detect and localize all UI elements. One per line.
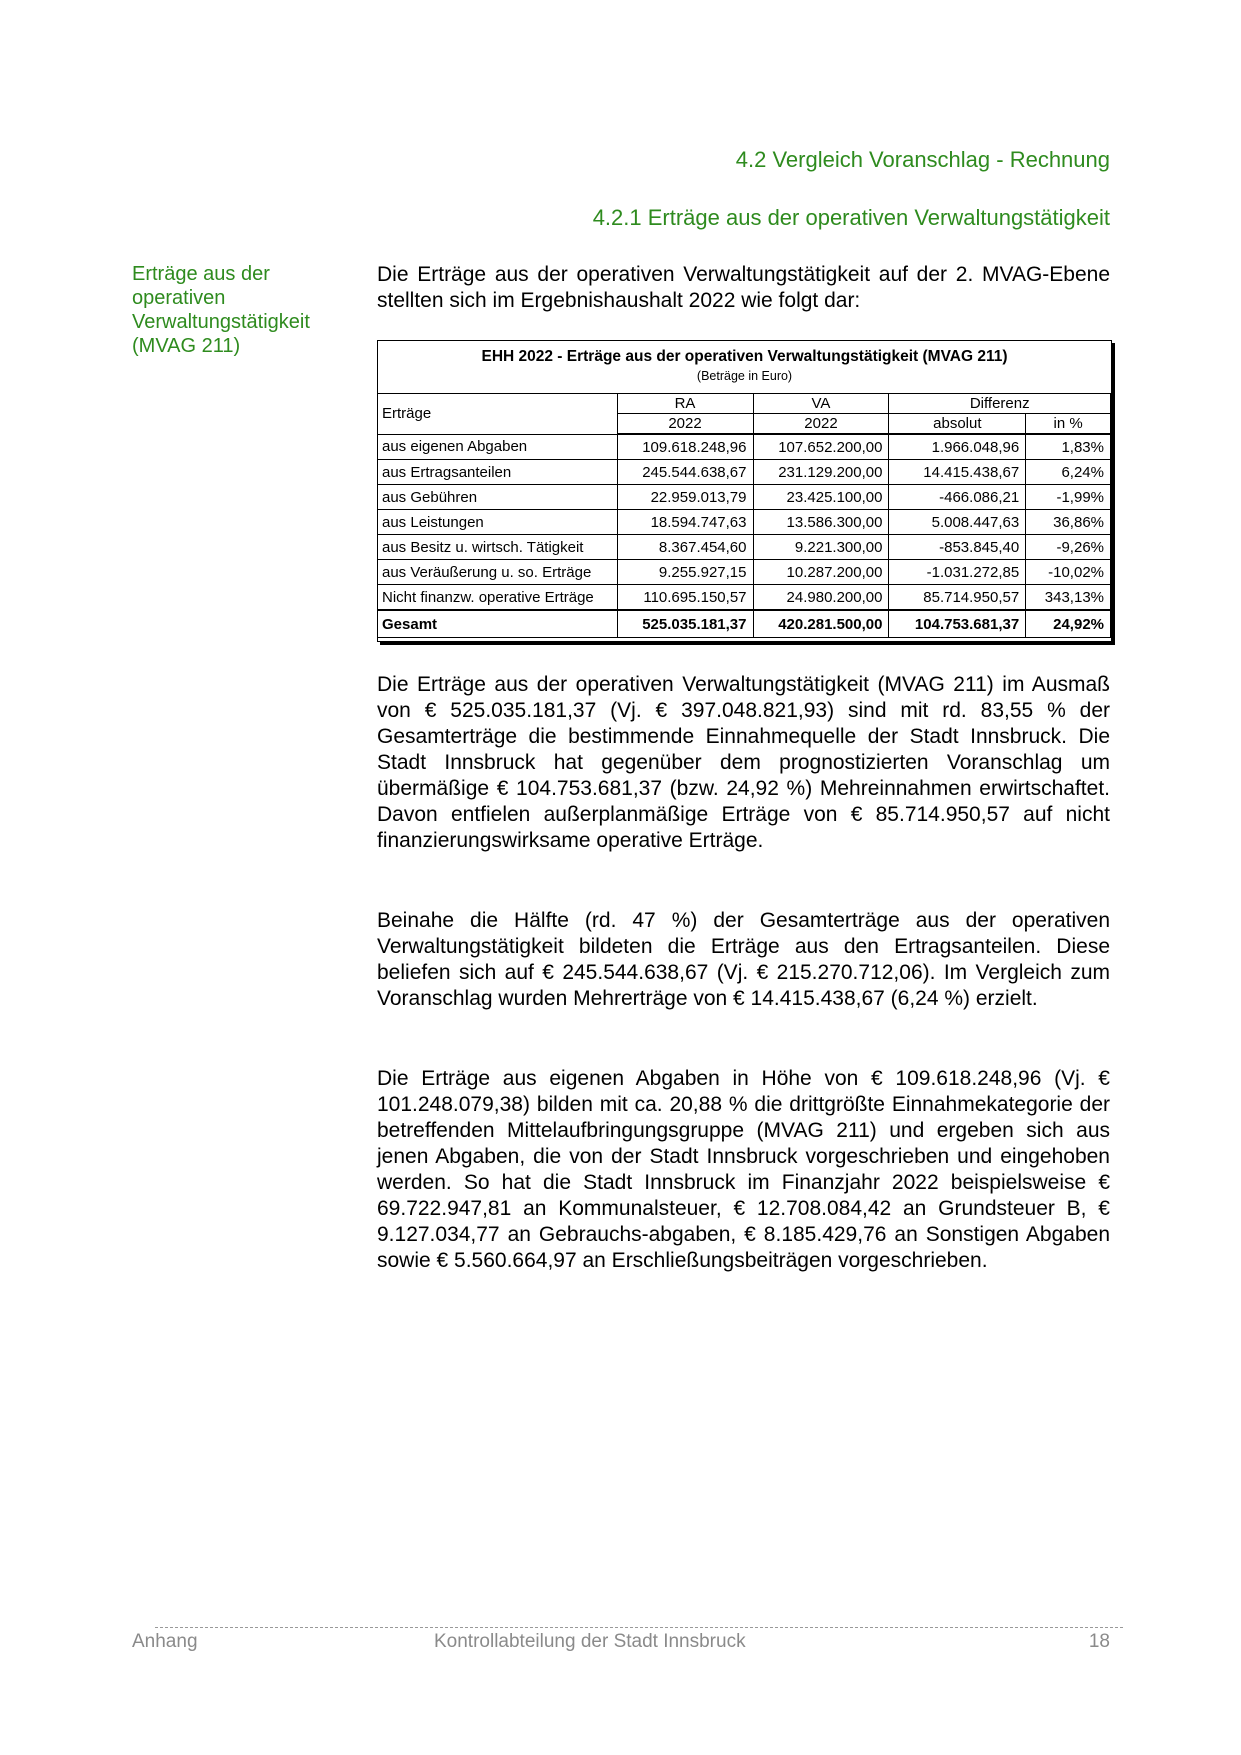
cell-va: 9.221.300,00 <box>753 535 889 560</box>
cell-pct: -9,26% <box>1026 535 1111 560</box>
revenue-table <box>378 393 1111 638</box>
cell-va: 420.281.500,00 <box>753 610 889 638</box>
cell-va: 13.586.300,00 <box>753 510 889 535</box>
table-row <box>378 460 1111 485</box>
paragraph-2: Beinahe die Hälfte (rd. 47 %) der Gesamterträge aus der operativen Verwaltungstätigkeit bildeten die Erträge aus den Ertragsanteilen. Diese beliefen sich auf € 245.544.638,67 (Vj. € 215.270.712,06). Im Vergleich zum Voranschlag wurden Mehrerträge von € 14.415.438,67 (6,24 %) erzielt. <box>377 909 1110 1010</box>
cell-pct: -10,02% <box>1026 560 1111 585</box>
intro-paragraph: Die Erträge aus der operativen Verwaltungstätigkeit auf der 2. MVAG-Ebene stellten sich im Ergebnishaushalt 2022 wie folgt dar: <box>377 263 1110 312</box>
sidebar-label: Erträge aus der operativen Verwaltungstätigkeit (MVAG 211) <box>132 263 310 357</box>
cell-va: 231.129.200,00 <box>753 460 889 485</box>
cell-pct: 36,86% <box>1026 510 1111 535</box>
page-number: 18 <box>1088 1631 1110 1652</box>
cell-label: aus Leistungen <box>378 510 617 535</box>
table-row <box>378 510 1111 535</box>
cell-abs: -1.031.272,85 <box>889 560 1026 585</box>
cell-label: aus eigenen Abgaben <box>378 434 617 460</box>
header-ra-year: 2022 <box>617 414 753 435</box>
table-total-row <box>378 610 1111 638</box>
cell-ra: 110.695.150,57 <box>617 585 753 611</box>
cell-pct: 6,24% <box>1026 460 1111 485</box>
cell-va: 24.980.200,00 <box>753 585 889 611</box>
table-header-row <box>378 394 1111 414</box>
header-ra: RA <box>617 394 753 414</box>
cell-abs: 104.753.681,37 <box>889 610 1026 638</box>
table-subtitle: (Beträge in Euro) <box>696 369 793 383</box>
cell-abs: -853.845,40 <box>889 535 1026 560</box>
cell-ra: 18.594.747,63 <box>617 510 753 535</box>
paragraph-1: Die Erträge aus der operativen Verwaltungstätigkeit (MVAG 211) im Ausmaß von € 525.035.181,37 (Vj. € 397.048.821,93) sind mit rd. 83,55 % der Gesamterträge die bestimmende Einnahmequelle der Stadt Innsbruck. Die Stadt Innsbruck hat gegenüber dem prognostizierten Voranschlag um übermäßige € 104.753.681,37 (bzw. 24,92 %) Mehreinnahmen erwirtschaftet. Davon entfielen außerplanmäßige Erträge von € 85.714.950,57 auf nicht finanzierungswirksame operative Erträge. <box>377 673 1110 852</box>
cell-pct: 343,13% <box>1026 585 1111 611</box>
cell-ra: 8.367.454,60 <box>617 535 753 560</box>
cell-va: 107.652.200,00 <box>753 434 889 460</box>
cell-label: aus Veräußerung u. so. Erträge <box>378 560 617 585</box>
cell-pct: 24,92% <box>1026 610 1111 638</box>
header-va-year: 2022 <box>753 414 889 435</box>
cell-ra: 9.255.927,15 <box>617 560 753 585</box>
section-heading: 4.2 Vergleich Voranschlag - Rechnung <box>735 147 1110 172</box>
cell-pct: -1,99% <box>1026 485 1111 510</box>
cell-ra: 109.618.248,96 <box>617 434 753 460</box>
cell-ra: 245.544.638,67 <box>617 460 753 485</box>
subsection-heading: 4.2.1 Erträge aus der operativen Verwaltungstätigkeit <box>592 205 1110 230</box>
header-label: Erträge <box>378 394 617 435</box>
cell-abs: 1.966.048,96 <box>889 434 1026 460</box>
footer-center: Kontrollabteilung der Stadt Innsbruck <box>434 1631 746 1652</box>
header-diff: Differenz <box>889 394 1111 414</box>
table-row <box>378 434 1111 460</box>
cell-abs: 85.714.950,57 <box>889 585 1026 611</box>
cell-pct: 1,83% <box>1026 434 1111 460</box>
header-va: VA <box>753 394 889 414</box>
table-title: EHH 2022 - Erträge aus der operativen Verwaltungstätigkeit (MVAG 211) <box>481 348 1008 365</box>
table-row <box>378 560 1111 585</box>
cell-ra: 525.035.181,37 <box>617 610 753 638</box>
footer-left: Anhang <box>132 1631 198 1652</box>
cell-abs: 14.415.438,67 <box>889 460 1026 485</box>
paragraph-3: Die Erträge aus eigenen Abgaben in Höhe von € 109.618.248,96 (Vj. € 101.248.079,38) bilden mit ca. 20,88 % die drittgrößte Einnahmekategorie der betreffenden Mittelaufbringungsgruppe (MVAG 211) und ergeben sich aus jenen Abgaben, die von der Stadt Innsbruck vorgeschrieben und eingehoben werden. So hat die Stadt Innsbruck im Finanzjahr 2022 beispielsweise € 69.722.947,81 an Kommunalsteuer, € 12.708.084,42 an Grundsteuer B, € 9.127.034,77 an Gebrauchs-abgaben, € 8.185.429,76 an Sonstigen Abgaben sowie € 5.560.664,97 an Erschließungsbeiträgen vorgeschrieben. <box>377 1067 1110 1272</box>
cell-label: Gesamt <box>378 610 617 638</box>
table-row <box>378 485 1111 510</box>
header-pct: in % <box>1026 414 1111 435</box>
cell-label: aus Gebühren <box>378 485 617 510</box>
cell-abs: 5.008.447,63 <box>889 510 1026 535</box>
footer-divider <box>155 1627 1123 1628</box>
cell-va: 23.425.100,00 <box>753 485 889 510</box>
cell-label: Nicht finanzw. operative Erträge <box>378 585 617 611</box>
cell-va: 10.287.200,00 <box>753 560 889 585</box>
revenue-table-frame <box>377 340 1112 642</box>
cell-abs: -466.086,21 <box>889 485 1026 510</box>
table-row <box>378 535 1111 560</box>
cell-label: aus Ertragsanteilen <box>378 460 617 485</box>
header-abs: absolut <box>889 414 1026 435</box>
cell-ra: 22.959.013,79 <box>617 485 753 510</box>
cell-label: aus Besitz u. wirtsch. Tätigkeit <box>378 535 617 560</box>
table-row <box>378 585 1111 611</box>
